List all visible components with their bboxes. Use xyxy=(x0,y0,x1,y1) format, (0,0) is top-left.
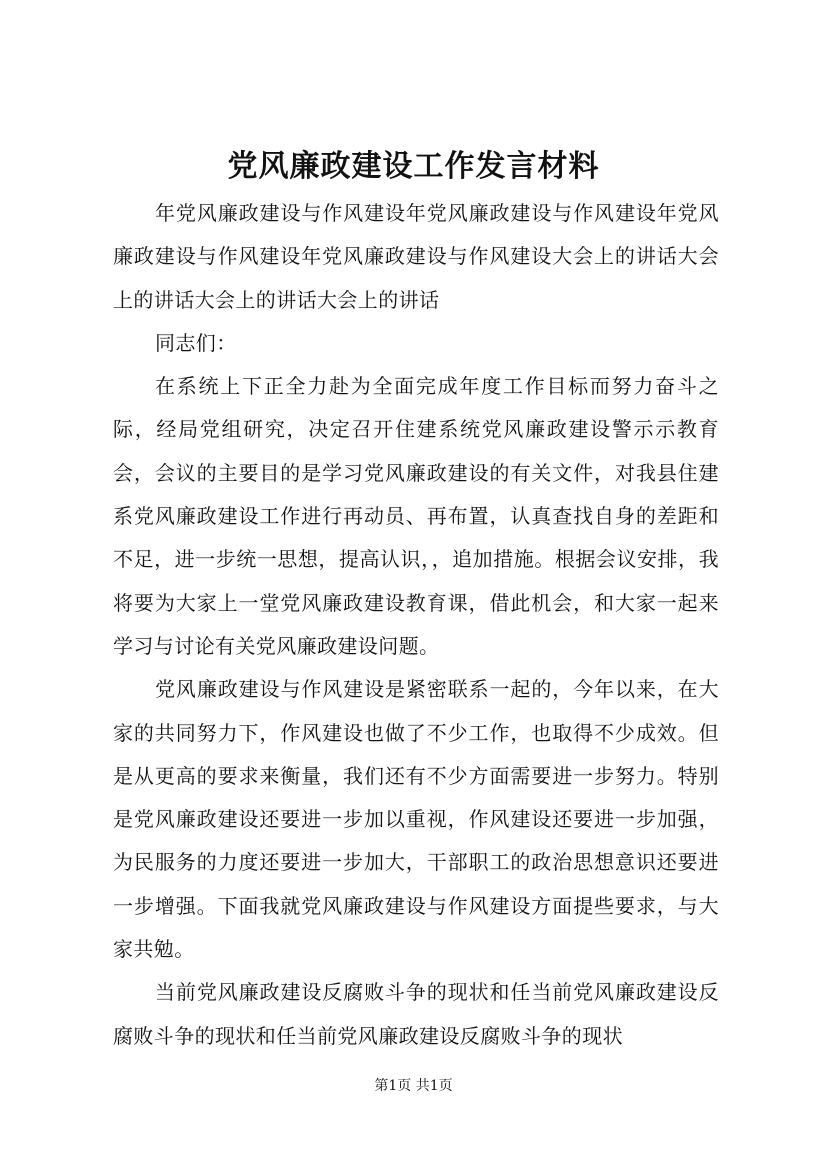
paragraph-salutation: 同志们： xyxy=(155,330,237,355)
document-body xyxy=(113,192,719,1058)
document-title: 党风廉政建设工作发言材料 xyxy=(227,149,600,184)
paragraph-work-style: 党风廉政建设与作风建设是紧密联系一起的，今年以来，在大家的共同努力下，作风建设也做了不少工作，也取得不少成效。但是从更高的要求来衡量，我们还有不少方面需要进一步努力。特别是党风廉政建设还要进一步加以重视，作风建设还要进一步加强，为民服务的力度还要进一步加大，干部职工的政治思想意识还要进一步增强。下面我就党风廉政建设与作风建设方面提些要求，与大家共勉。 xyxy=(113,677,719,962)
page-number-footer: 第1页 共1页 xyxy=(374,1078,453,1094)
paragraph-current-status: 当前党风廉政建设反腐败斗争的现状和任当前党风廉政建设反腐败斗争的现状和任当前党风廉政建设反腐败斗争的现状 xyxy=(113,980,719,1048)
paragraph-meeting-purpose: 在系统上下正全力赴为全面完成年度工作目标而努力奋斗之际，经局党组研究，决定召开住建系统党风廉政建设警示示教育会，会议的主要目的是学习党风廉政建设的有关文件，对我县住建系党风廉政建设工作进行再动员、再布置，认真查找自身的差距和不足，进一步统一思想，提高认识，，追加措施。根据会议安排，我将要为大家上一堂党风廉政建设教育课，借此机会，和大家一起来学习与讨论有关党风廉政建设问题。 xyxy=(113,374,719,658)
paragraph-intro: 年党风廉政建设与作风建设年党风廉政建设与作风建设年党风廉政建设与作风建设年党风廉政建设与作风建设大会上的讲话大会上的讲话大会上的讲话大会上的讲话 xyxy=(113,201,719,312)
